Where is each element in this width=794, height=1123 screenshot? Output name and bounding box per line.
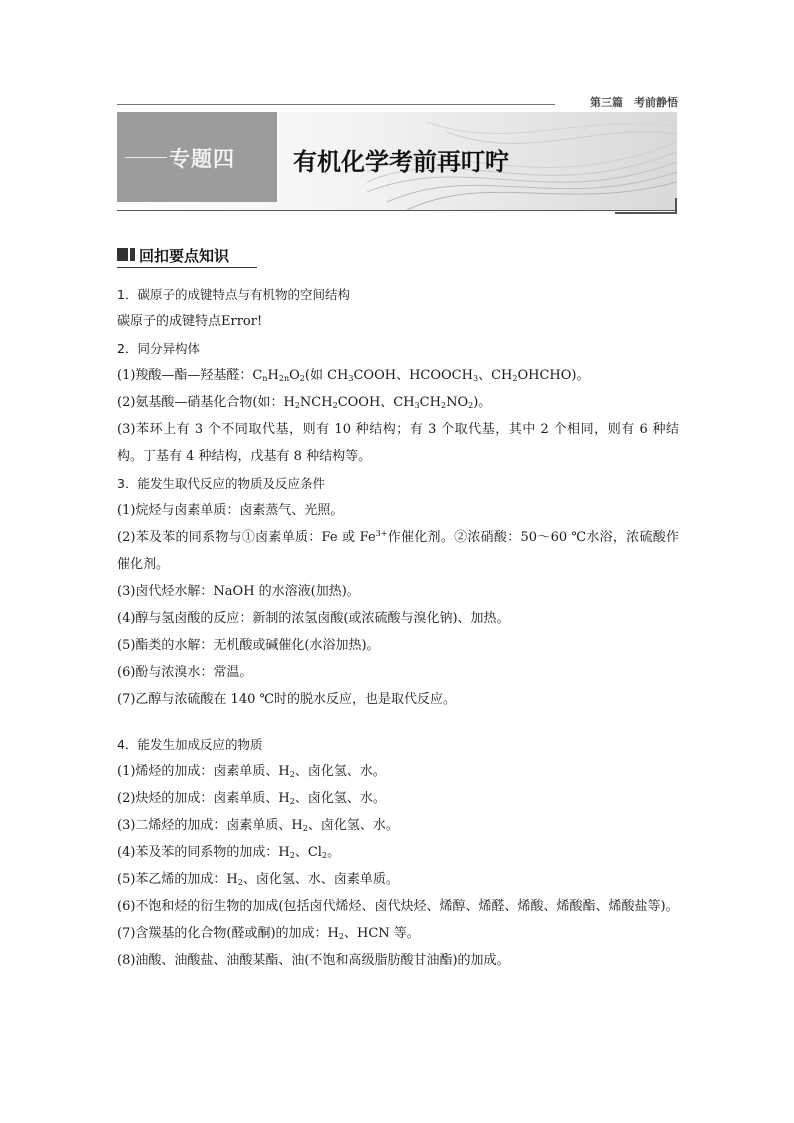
page-title: 有机化学考前再叮咛: [293, 148, 509, 176]
item-heading-3: 3．能发生取代反应的物质及反应条件: [117, 476, 325, 491]
paragraph-substitution-1: (1)烷烃与卤素单质：卤素蒸气、光照。: [117, 503, 344, 518]
banner-corner-mark-bottom: [615, 212, 677, 214]
paragraph-addition-5: (5)苯乙烯的加成：$H_2$、卤化氢、水、卤素单质。: [117, 872, 399, 887]
paragraph-substitution-2: (2)苯及苯的同系物与①卤素单质：Fe 或 $Fe^{3+}$作催化剂。②浓硝酸：50～60 ℃水浴，浓硫酸作催化剂。: [117, 529, 680, 572]
paragraph-isomer-1: (1)羧酸—酯—羟基醛：$C_nH_{2n}O_2$(如 $CH_3COOH$、$HCOOCH_3$、$CH_2OHCHO$)。: [117, 368, 590, 383]
item-heading-4: 4．能发生加成反应的物质: [117, 737, 263, 752]
paragraph-substitution-4: (4)醇与氢卤酸的反应：新制的浓氢卤酸(或浓硫酸与溴化钠)、加热。: [117, 611, 510, 626]
paragraph-carbon-bonding: 碳原子的成键特点Error!: [117, 314, 263, 329]
header-section-label: 第三篇 考前静悟: [590, 96, 678, 109]
topic-label-dash: [125, 157, 167, 158]
topic-banner: [117, 112, 677, 210]
item-heading-2: 2．同分异构体: [117, 341, 200, 356]
paragraph-addition-1: (1)烯烃的加成：卤素单质、$H_2$、卤化氢、水。: [117, 764, 386, 779]
paragraph-addition-2: (2)炔烃的加成：卤素单质、$H_2$、卤化氢、水。: [117, 791, 386, 806]
content-body: [117, 281, 679, 974]
paragraph-substitution-6: (6)酚与浓溴水：常温。: [117, 665, 253, 680]
section-heading-underline: [117, 267, 257, 268]
paragraph-addition-3: (3)二烯烃的加成：卤素单质、$H_2$、卤化氢、水。: [117, 818, 399, 833]
section-bullet-icon-small: [130, 248, 135, 261]
paragraph-substitution-3: (3)卤代烃水解：NaOH 的水溶液(加热)。: [117, 584, 360, 599]
paragraph-isomer-2: (2)氨基酸—硝基化合物(如：$H_2NCH_2COOH$、$CH_3CH_2NO_2$)。: [117, 395, 492, 410]
paragraph-addition-7: (7)含羰基的化合物(醛或酮)的加成：$H_2$、HCN 等。: [117, 926, 420, 941]
section-heading-text: 回扣要点知识: [139, 247, 230, 265]
paragraph-addition-6: (6)不饱和烃的衍生物的加成(包括卤代烯烃、卤代炔烃、烯醇、烯醛、烯酸、烯酸酯、烯酸盐等)。: [117, 899, 679, 914]
topic-label-box: [117, 112, 277, 202]
paragraph-substitution-5: (5)酯类的水解：无机酸或碱催化(水浴加热)。: [117, 638, 380, 653]
item-heading-1: 1．碳原子的成键特点与有机物的空间结构: [117, 287, 350, 302]
paragraph-addition-8: (8)油酸、油酸盐、油酸某酯、油(不饱和高级脂肪酸甘油酯)的加成。: [117, 953, 510, 968]
section-bullet-icon: [117, 248, 128, 261]
banner-bottom-rule: [117, 210, 677, 211]
paragraph-addition-4: (4)苯及苯的同系物的加成：$H_2$、$Cl_2$。: [117, 845, 341, 860]
topic-label: 专题四: [169, 147, 235, 171]
paragraph-substitution-7: (7)乙醇与浓硫酸在 140 ℃时的脱水反应，也是取代反应。: [117, 692, 457, 707]
paragraph-isomer-3: (3)苯环上有 3 个不同取代基，则有 10 种结构；有 3 个取代基，其中 2 个相同，则有 6 种结构。丁基有 4 种结构，戊基有 8 种结构等。: [117, 422, 679, 464]
header-rule: [117, 104, 555, 105]
